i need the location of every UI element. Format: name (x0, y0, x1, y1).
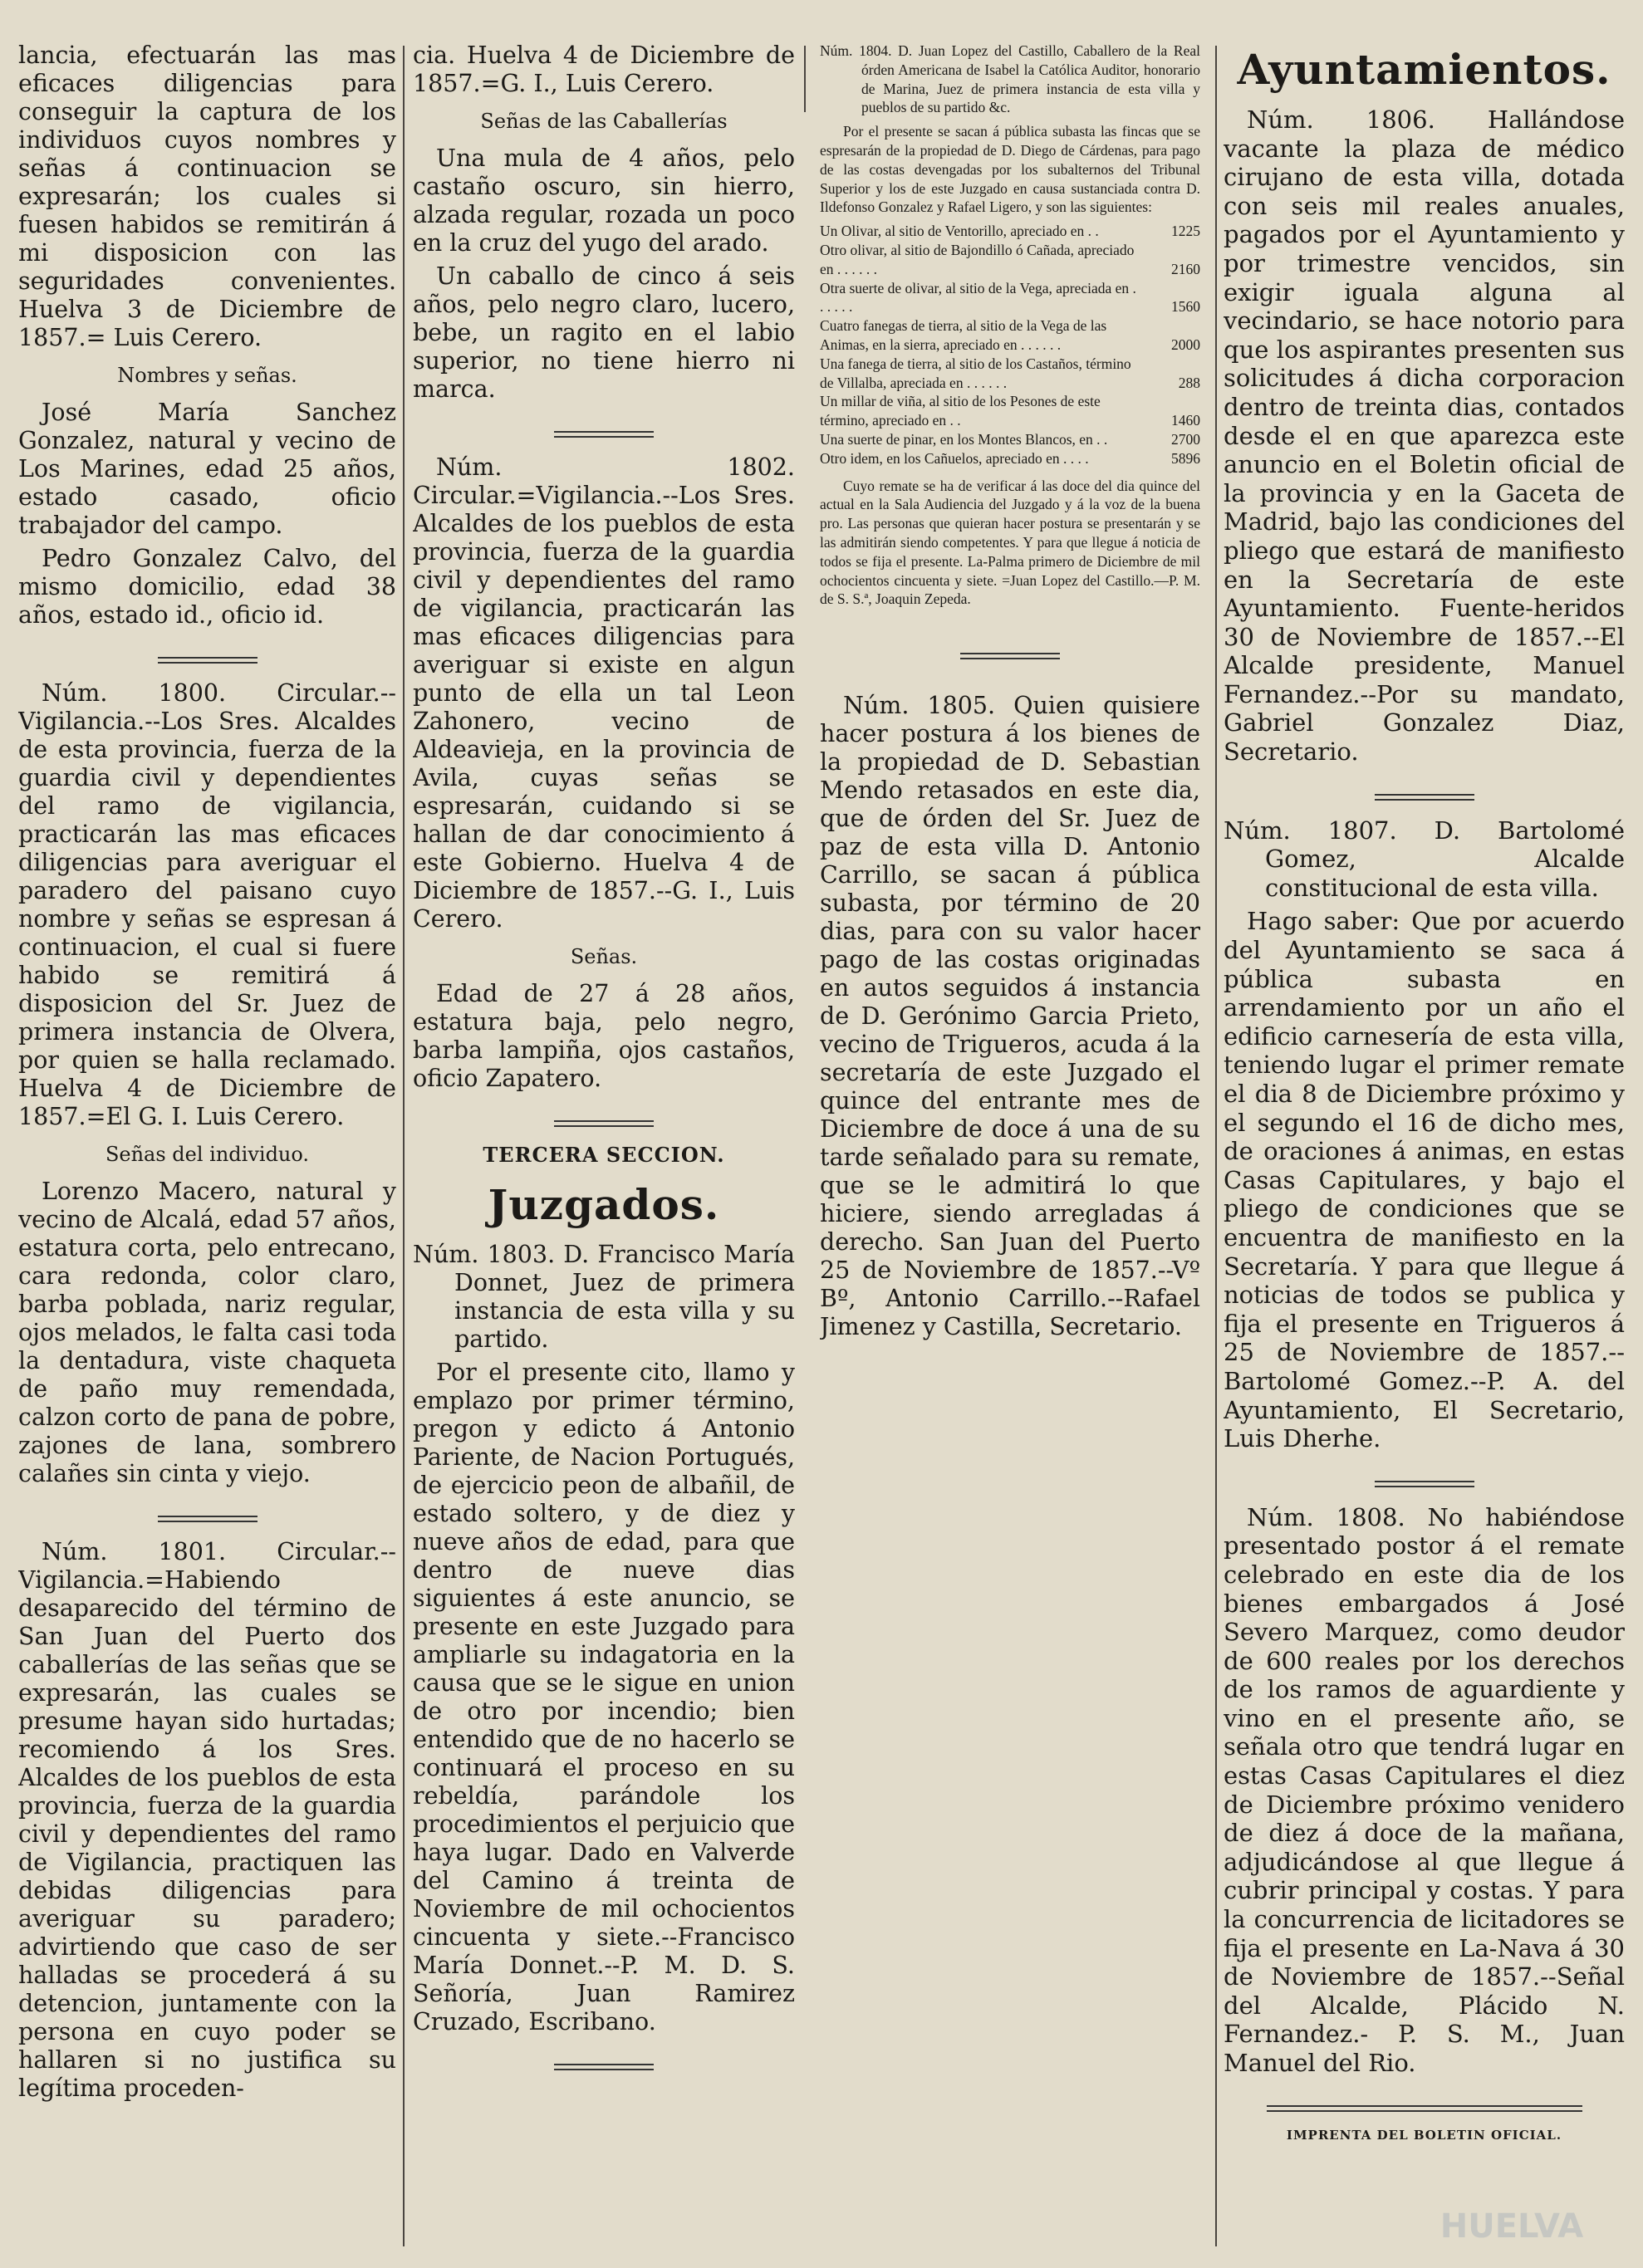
column-rule-3 (1215, 46, 1217, 2246)
property-list (820, 222, 1200, 468)
property-item: Un millar de viña, al sitio de los Pesones de este término, apreciado en . . 1460 (820, 393, 1200, 429)
archive-watermark: HUELVA (1439, 2207, 1584, 2246)
column-2 (413, 42, 795, 2086)
notice-1808: Núm. 1808. No habiéndose presentado postor á el remate celebrado en este dia de los bienes embargados á José Severo Marquez, como deudor de 600 reales por los derechos de los ramos de aguardiente y vino en el presente año, se señala otro que tendrá lugar en estas Casas Capitulares el diez de Diciembre próximo venidero de diez á doce de la mañana, adjudicándose al que llegue á cubrir principal y costas. Y para la concurrencia de licitadores se fija el presente en La-Nava á 30 de Noviembre de 1857.--Señal del Alcalde, Plácido N. Fernandez.- P. S. M., Juan Manuel del Rio. (1224, 1502, 1625, 2077)
person-description: José María Sanchez Gonzalez, natural y vecino de Los Marines, edad 25 años, estado casado, oficio trabajador del campo. (18, 399, 396, 539)
person-description: Edad de 27 á 28 años, estatura baja, pelo negro, barba lampiña, ojos castaños, oficio Zapatero. (413, 980, 795, 1092)
notice-1801: Núm. 1801. Circular.--Vigilancia.=Habiendo desaparecido del término de San Juan del Puerto dos caballerías de las señas que se expresarán, las cuales se presume hayan sido hurtadas; recomiendo á los Sres. Alcaldes de los pueblos de esta provincia, fuerza de la guardia civil y dependientes del ramo de Vigilancia, practiquen las debidas diligencias para averiguar su paradero; advirtiendo que caso de ser halladas se procederá á su detencion, juntamente con la persona en cuyo poder se hallaren si no justifica su legítima proceden- (18, 1538, 396, 2102)
property-item: Otro olivar, al sitio de Bajondillo ó Cañada, apreciado en . . . . . . 2160 (820, 241, 1200, 277)
column-3 (820, 42, 1200, 1346)
notice-1806: Núm. 1806. Hallándose vacante la plaza de médico cirujano de esta villa, dotada con seis mil reales anuales, pagados por el Ayuntamiento y por trimestre vencidos, sin exigir iguala alguna al vecindario, se hace notorio para que los aspirantes presenten sus solicitudes á dicha corporacion dentro de treinta dias, contados desde el en que aparezca este anuncio en el Boletin oficial de la provincia y en la Gaceta de Madrid, bajo las condiciones del pliego que estará de manifiesto en la Secretaría de este Ayuntamiento. Fuente-heridos 30 de Noviembre de 1857.--El Alcalde presidente, Manuel Fernandez.--Por su mandato, Gabriel Gonzalez Diaz, Secretario. (1224, 105, 1625, 767)
notice-1805: Núm. 1805. Quien quisiere hacer postura á los bienes de la propiedad de D. Sebastian Mendo retasados en este dia, que de órden del Sr. Juez de paz de esta villa D. Antonio Carrillo, se sacan á pública subasta, por término de 20 dias, para con su valor hacer pago de las costas originadas en autos seguidos á instancia de D. Gerónimo Garcia Prieto, vecino de Trigueros, acuda á la secretaría de este Juzgado el quince del entrante mes de Diciembre de doce á una de su tarde señalado para su remate, que se le admitirá lo que hiciere, siendo arregladas á derecho. San Juan del Puerto 25 de Noviembre de 1857.--Vº Bº, Antonio Carrillo.--Rafael Jimenez y Castilla, Secretario. (820, 692, 1200, 1341)
column-1 (18, 42, 396, 2108)
subheading-signs: Señas. (570, 945, 638, 968)
property-item: Cuatro fanegas de tierra, al sitio de la Vega de las Animas, en la sierra, apreciado en . . . . . . 2000 (820, 317, 1200, 353)
section-divider (1224, 1475, 1625, 1482)
notice-1803-body: Por el presente cito, llamo y emplazo por primer término, pregon y edicto á Antonio Pariente, de Nacion Portugués, de ejercicio peon de albañil, de estado soltero, y de diez y nueve años de edad, para que dentro de nueve dias siguientes á este anuncio, se presente en este Juzgado para ampliarle su indagatoria en la causa que se le sigue en union de otro por incendio; bien entendido que de no hacerlo se continuará el proceso en su rebeldía, parándole los procedimientos el perjuicio que haya lugar. Dado en Valverde del Camino á treinta de Noviembre de mil ochocientos cincuenta y siete.--Francisco María Donnet.--P. M. D. S. Señoría, Juan Ramirez Cruzado, Escribano. (413, 1359, 795, 2035)
column-rule-1 (403, 46, 405, 2246)
person-description: Pedro Gonzalez Calvo, del mismo domicilio, edad 38 años, estado id., oficio id. (18, 545, 396, 629)
section-divider (18, 651, 396, 658)
column-4 (1224, 42, 1625, 2143)
section-divider (820, 647, 1200, 654)
notice-continuation: cia. Huelva 4 de Diciembre de 1857.=G. I., Luis Cerero. (413, 42, 795, 97)
column-rule-2 (804, 46, 806, 112)
section-title-ayuntamientos: Ayuntamientos. (1237, 45, 1611, 94)
animal-description: Un caballo de cinco á seis años, pelo negro claro, lucero, bebe, un ragito en el labio superior, no tiene hierro ni marca. (413, 262, 795, 403)
animal-description: Una mula de 4 años, pelo castaño oscuro, sin hierro, alzada regular, rozada un poco en la cruz del yugo del arado. (413, 145, 795, 257)
property-item: Otra suerte de olivar, al sitio de la Vega, apreciada en . . . . . . 1560 (820, 279, 1200, 316)
property-item: Un Olivar, al sitio de Ventorillo, apreciado en . . 1225 (820, 223, 1200, 240)
section-divider (413, 1114, 795, 1121)
property-item: Una fanega de tierra, al sitio de los Castaños, término de Villalba, apreciada en . . . . . . 288 (820, 355, 1200, 391)
section-divider (413, 2058, 795, 2065)
section-divider (1224, 788, 1625, 795)
subheading-individual: Señas del individuo. (105, 1143, 310, 1166)
notice-1804-closing: Cuyo remate se ha de verificar á las doce del dia quince del actual en la Sala Audiencia del Juzgado y á la voz de la buena pro. Las personas que quieran hacer postura se presentarán y se las admitirán siendo competentes. Y para que llegue á noticia de todos se fija el presente. La-Palma primero de Diciembre de mil ochocientos cincuenta y siete. =Juan Lopez del Castillo.—P. M. de S. S.ª, Joaquin Zepeda. (820, 477, 1200, 608)
property-item: Otro idem, en los Cañuelos, apreciado en . . . . 5896 (820, 449, 1200, 467)
printer-footer: IMPRENTA DEL BOLETIN OFICIAL. (1286, 2127, 1562, 2143)
notice-1803-header: Núm. 1803. D. Francisco María Donnet, Juez de primera instancia de esta villa y su partido. (413, 1241, 795, 1353)
section-divider (18, 1510, 396, 1516)
notice-1802: Núm. 1802. Circular.=Vigilancia.--Los Sres. Alcaldes de los pueblos de esta provincia, fuerza de la guardia civil y dependientes del ramo de vigilancia, practicarán las mas eficaces diligencias para averiguar si existe en algun punto de ella un tal Leon Zahonero, vecino de Aldeavieja, en la provincia de Avila, cuyas señas se espresarán, cuidando si se hallan de dar conocimiento á este Gobierno. Huelva 4 de Diciembre de 1857.--G. I., Luis Cerero. (413, 453, 795, 933)
section-heading: TERCERA SECCION. (483, 1143, 725, 1167)
person-description: Lorenzo Macero, natural y vecino de Alcalá, edad 57 años, estatura corta, pelo entrecano, cara redonda, color claro, barba poblada, nariz regular, ojos melados, le falta casi toda la dentadura, viste chaqueta de paño muy remendada, calzon corto de pana de pobre, zajones de lana, sombrero calañes sin cinta y viejo. (18, 1178, 396, 1487)
notice-1807-header: Núm. 1807. D. Bartolomé Gomez, Alcalde constitucional de esta villa. (1224, 816, 1625, 902)
subheading-horses: Señas de las Caballerías (480, 110, 728, 133)
section-title-juzgados: Juzgados. (488, 1180, 720, 1229)
notice-1800: Núm. 1800. Circular.--Vigilancia.--Los Sres. Alcaldes de esta provincia, fuerza de la guardia civil y dependientes del ramo de vigilancia, practicarán las mas eficaces diligencias para averiguar el paradero del paisano cuyo nombre y señas se espresan á continuacion, el cual si fuere habido se remitirá á disposicion del Sr. Juez de primera instancia de Olvera, por quien se halla reclamado. Huelva 4 de Diciembre de 1857.=El G. I. Luis Cerero. (18, 679, 396, 1130)
notice-1804-body: Por el presente se sacan á pública subasta las fincas que se espresarán de la propiedad de D. Diego de Cárdenas, para pago de las costas devengadas por los subalternos del Tribunal Superior y los de este Juzgado en causa sustanciada contra D. Ildefonso Gonzalez y Rafael Ligero, y son las siguientes: (820, 123, 1200, 216)
subheading-names: Nombres y señas. (117, 364, 297, 387)
property-item: Una suerte de pinar, en los Montes Blancos, en . . 2700 (820, 430, 1200, 448)
notice-continuation: lancia, efectuarán las mas eficaces diligencias para conseguir la captura de los individuos cuyos nombres y señas á continuacion se expresarán; los cuales si fuesen habidos se remitirán á mi disposicion con las seguridades convenientes. Huelva 3 de Diciembre de 1857.= Luis Cerero. (18, 42, 396, 351)
notice-1807-body: Hago saber: Que por acuerdo del Ayuntamiento se saca á pública subasta en arrendamiento por un año el edificio carnesería de esta villa, teniendo lugar el primer remate el dia 8 de Diciembre próximo y el segundo el 16 de dicho mes, de oraciones á animas, en estas Casas Capitulares, y bajo el pliego de condiciones que se encuentra de manifiesto en la Secretaría. Y para que llegue á noticias de todos se publica y fija el presente en Trigueros á 25 de Noviembre de 1857.--Bartolomé Gomez.--P. A. del Ayuntamiento, El Secretario, Luis Dherhe. (1224, 907, 1625, 1453)
section-divider (1224, 2099, 1625, 2106)
notice-1804-header: Núm. 1804. D. Juan Lopez del Castillo, Caballero de la Real órden Americana de Isabel la Católica Auditor, honorario de Marina, Juez de primera instancia de esta villa y pueblos de su partido &c. (820, 42, 1200, 116)
section-divider (413, 425, 795, 432)
